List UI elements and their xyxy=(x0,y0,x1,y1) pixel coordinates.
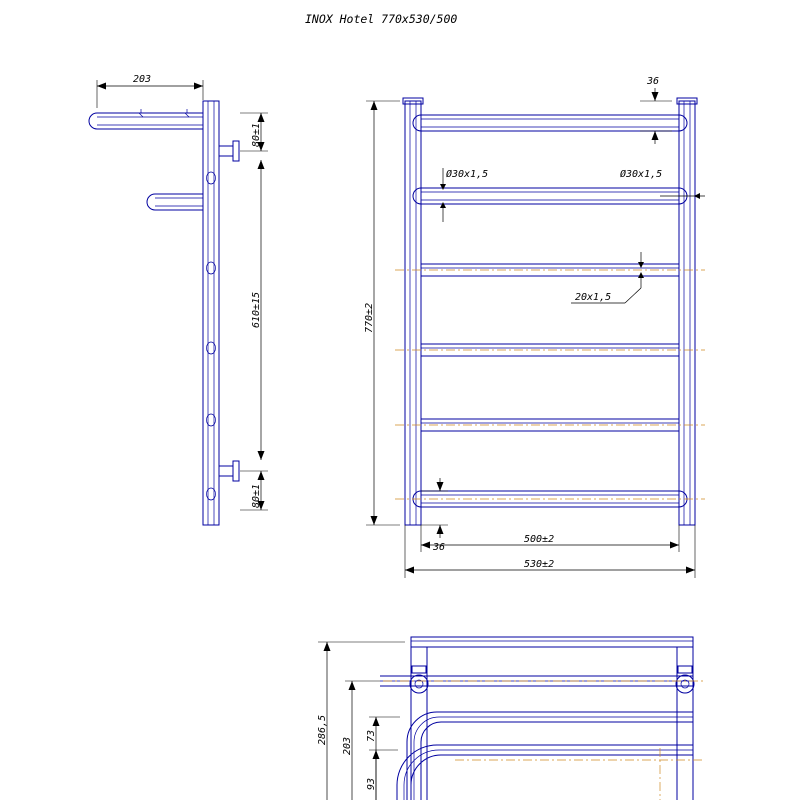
dimension-side-depth-label: 203 xyxy=(133,74,152,85)
dimension-side-depth xyxy=(97,74,203,108)
dimension-front-inner-width xyxy=(421,525,679,552)
drawing-title: INOX Hotel 770x530/500 xyxy=(305,12,458,26)
dimension-front-height-label: 770±2 xyxy=(364,302,375,333)
dimension-front-outer-width xyxy=(405,525,695,578)
dimension-front-top-offset-label: 36 xyxy=(647,76,660,87)
callout-pipe-left-label: Ø30x1,5 xyxy=(446,169,489,180)
dimension-bottom-total-height xyxy=(317,642,405,800)
dimension-side-mount-span-label: 610±15 xyxy=(251,291,262,328)
dimension-side-bottom-mount-label: 80±1 xyxy=(251,483,262,508)
dimension-side-bottom-mount xyxy=(240,471,268,510)
dimension-side-top-mount xyxy=(240,113,268,151)
front-rung-1 xyxy=(413,115,687,131)
dimension-bottom-93-label: 93 xyxy=(366,777,377,790)
dimension-side-top-mount-label: 80±1 xyxy=(251,122,262,147)
dimension-front-top-offset xyxy=(640,76,672,144)
dimension-front-outer-width-label: 530±2 xyxy=(524,559,555,570)
dimension-bottom-93 xyxy=(366,750,398,800)
callout-pipe-right xyxy=(620,168,705,199)
callout-flat-rail-label: 20x1,5 xyxy=(575,292,612,303)
callout-flat-rail xyxy=(571,252,644,303)
pivot-joint-right xyxy=(676,666,694,693)
side-mount-bracket-bottom xyxy=(219,461,239,481)
shelf-rail-3 xyxy=(397,745,693,800)
side-mount-bracket-top xyxy=(219,141,239,161)
front-elevation-view xyxy=(364,76,705,578)
dimension-bottom-73-label: 73 xyxy=(366,729,377,742)
bottom-detail-view xyxy=(317,637,705,800)
shelf-rail-2 xyxy=(407,712,693,800)
pivot-joint-left xyxy=(410,666,428,693)
dimension-front-bottom-offset xyxy=(421,478,448,553)
callout-pipe-left xyxy=(440,168,488,222)
dimension-bottom-total-height-label: 286,5 xyxy=(317,714,328,745)
dimension-front-height xyxy=(364,101,400,525)
side-elevation-view xyxy=(89,74,268,525)
dimension-side-mount-span xyxy=(251,160,262,460)
dimension-bottom-203-label: 203 xyxy=(342,736,353,755)
front-rung-2 xyxy=(413,188,687,204)
dimension-front-inner-width-label: 500±2 xyxy=(524,534,555,545)
callout-pipe-right-label: Ø30x1,5 xyxy=(620,169,663,180)
dimension-front-bottom-offset-label: 36 xyxy=(433,542,446,553)
